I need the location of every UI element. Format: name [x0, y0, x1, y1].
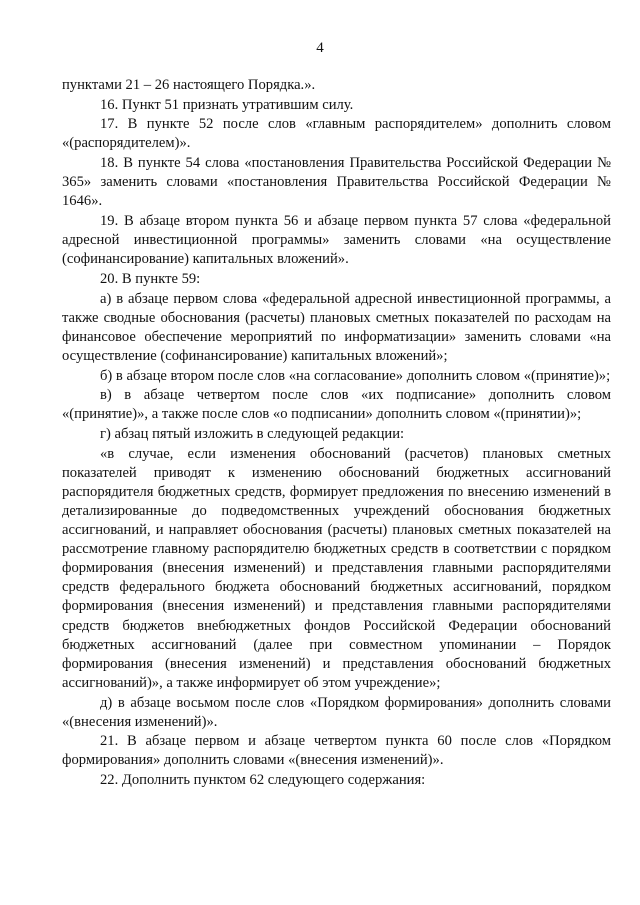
- page-number: 4: [316, 40, 324, 56]
- document-body: [62, 76, 611, 791]
- paragraph-item-20: 20. В пункте 59:: [100, 270, 201, 287]
- paragraph-item-18: 18. В пункте 54 слова «постановления Правительства Российской Федерации № 365» заменить словами «постановления Правительства Российской Федерации № 1646».: [62, 155, 611, 210]
- paragraph-continuation: пунктами 21 – 26 настоящего Порядка.».: [62, 77, 316, 93]
- paragraph-item-20-a: а) в абзаце первом слова «федеральной адресной инвестиционной программы, а также сводные обоснования (расчеты) плановых сметных показателей по расходам на финансовое обеспечение мероприятий по информатизации» заменить словами «на осуществление (софинансирование) капитальных вложений»;: [62, 290, 611, 364]
- paragraph-item-20-b: б) в абзаце втором после слов «на согласование» дополнить словом «(принятие)»;: [100, 367, 611, 384]
- paragraph-item-21: 21. В абзаце первом и абзаце четвертом пункта 60 после слов «Порядком формирования» дополнить словами «(внесения изменений)».: [62, 733, 611, 769]
- paragraph-quoted-text: «в случае, если изменения обоснований (расчетов) плановых сметных показателей приводят к изменению обоснований бюджетных ассигнований распорядителя бюджетных средств, формирует предложения по внесению изменений в детализированные до подведомственных учреждений обоснования бюджетных ассигнований, и направляет обоснования (расчеты) плановых сметных показателей на рассмотрение главному распорядителю бюджетных средств в соответствии с порядком формирования (внесения изменений) и представления главными распорядителями средств федерального бюджета обоснований бюджетных ассигнований, порядком формирования (внесения изменений) и представления главными распорядителями средств бюджетов внебюджетных фондов Российской Федерации обоснований бюджетных ассигнований (далее при совместном упоминании – Порядок формирования (внесения изменений) и представления обоснований бюджетных ассигнований)», а также информирует об этом учреждение»;: [62, 445, 611, 691]
- paragraph-item-16: 16. Пункт 51 признать утратившим силу.: [100, 96, 354, 113]
- paragraph-item-17: 17. В пункте 52 после слов «главным распорядителем» дополнить словом «(распорядителем)».: [62, 116, 611, 152]
- paragraph-item-22: 22. Дополнить пунктом 62 следующего содержания:: [100, 772, 426, 789]
- paragraph-item-20-d: д) в абзаце восьмом после слов «Порядком формирования» дополнить словами «(внесения изменений)».: [62, 694, 611, 730]
- paragraph-item-19: 19. В абзаце втором пункта 56 и абзаце первом пункта 57 слова «федеральной адресной инвестиционной программы» заменить словами «на осуществление (софинансирование) капитальных вложений».: [62, 213, 611, 268]
- paragraph-item-20-v: в) в абзаце четвертом после слов «их подписание» дополнить словом «(принятие)», а также после слов «о подписании» дополнить словом «(принятии)»;: [62, 387, 611, 423]
- paragraph-item-20-g: г) абзац пятый изложить в следующей редакции:: [100, 426, 405, 443]
